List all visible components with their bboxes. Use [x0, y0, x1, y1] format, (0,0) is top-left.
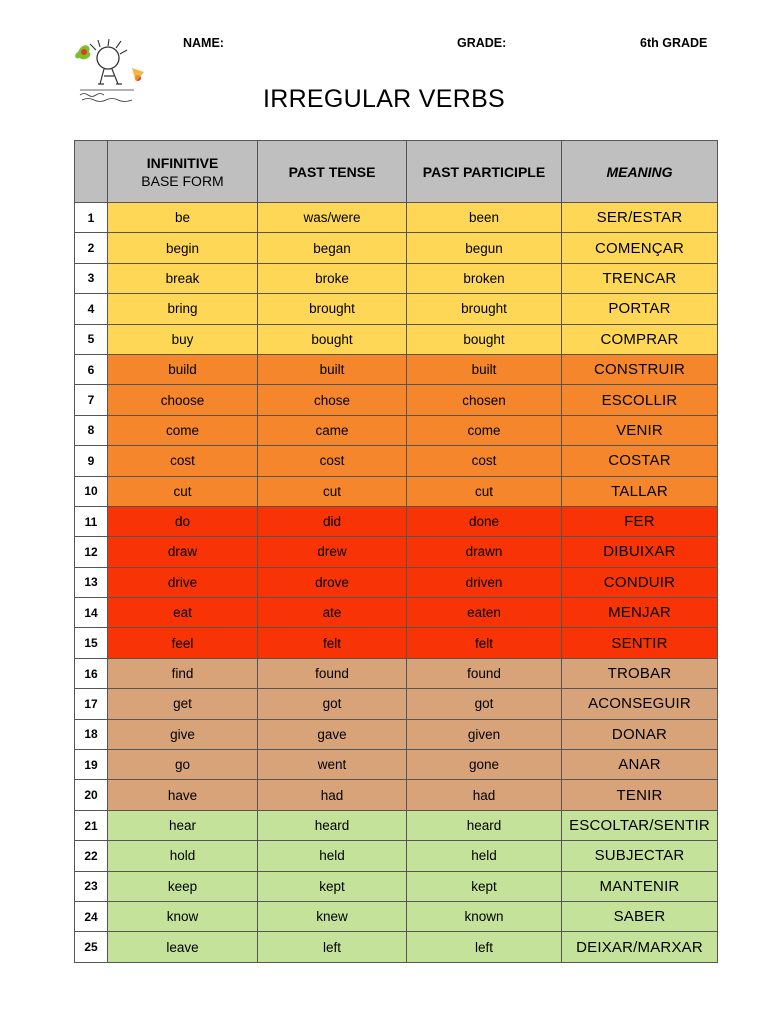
row-number: 14 — [75, 598, 108, 628]
cell-base-form: drive — [108, 567, 258, 597]
cell-past-tense: began — [258, 233, 407, 263]
cell-past-participle: gone — [407, 750, 562, 780]
header-infinitive — [108, 141, 258, 203]
row-number: 10 — [75, 476, 108, 506]
header-meaning: MEANING — [562, 141, 718, 203]
cell-past-participle: held — [407, 841, 562, 871]
cell-past-participle: known — [407, 901, 562, 931]
cell-meaning: MENJAR — [562, 598, 718, 628]
cell-meaning: SER/ESTAR — [562, 203, 718, 233]
cell-base-form: hear — [108, 810, 258, 840]
table-row — [75, 780, 718, 810]
cell-past-tense: did — [258, 506, 407, 536]
cell-past-tense: drew — [258, 537, 407, 567]
cell-meaning: DONAR — [562, 719, 718, 749]
table-row — [75, 689, 718, 719]
cell-base-form: know — [108, 901, 258, 931]
cell-meaning: TALLAR — [562, 476, 718, 506]
row-number: 6 — [75, 354, 108, 384]
row-number: 17 — [75, 689, 108, 719]
table-row — [75, 446, 718, 476]
table-row — [75, 901, 718, 931]
cell-past-participle: heard — [407, 810, 562, 840]
cell-base-form: find — [108, 658, 258, 688]
cell-past-participle: given — [407, 719, 562, 749]
table-row — [75, 354, 718, 384]
cell-base-form: hold — [108, 841, 258, 871]
cell-past-participle: brought — [407, 294, 562, 324]
cell-past-tense: heard — [258, 810, 407, 840]
row-number: 3 — [75, 263, 108, 293]
cell-past-participle: eaten — [407, 598, 562, 628]
cell-past-participle: left — [407, 932, 562, 962]
row-number: 5 — [75, 324, 108, 354]
cell-base-form: begin — [108, 233, 258, 263]
table-row — [75, 871, 718, 901]
cell-meaning: FER — [562, 506, 718, 536]
cell-base-form: break — [108, 263, 258, 293]
grade-label: GRADE: — [457, 36, 507, 50]
header-past-participle: PAST PARTICIPLE — [407, 141, 562, 203]
cell-past-participle: come — [407, 415, 562, 445]
row-number: 9 — [75, 446, 108, 476]
cell-past-participle: broken — [407, 263, 562, 293]
cell-base-form: build — [108, 354, 258, 384]
cell-base-form: leave — [108, 932, 258, 962]
cell-past-tense: built — [258, 354, 407, 384]
cell-base-form: choose — [108, 385, 258, 415]
cell-past-participle: built — [407, 354, 562, 384]
table-row — [75, 567, 718, 597]
row-number: 25 — [75, 932, 108, 962]
cell-past-tense: felt — [258, 628, 407, 658]
cell-base-form: bring — [108, 294, 258, 324]
cell-past-tense: cost — [258, 446, 407, 476]
cell-past-tense: kept — [258, 871, 407, 901]
header-past-tense: PAST TENSE — [258, 141, 407, 203]
cell-base-form: have — [108, 780, 258, 810]
cell-base-form: come — [108, 415, 258, 445]
cell-meaning: TENIR — [562, 780, 718, 810]
cell-meaning: CONSTRUIR — [562, 354, 718, 384]
table-row — [75, 476, 718, 506]
cell-meaning: SABER — [562, 901, 718, 931]
cell-past-tense: held — [258, 841, 407, 871]
cell-past-tense: got — [258, 689, 407, 719]
cell-meaning: PORTAR — [562, 294, 718, 324]
row-number: 16 — [75, 658, 108, 688]
cell-past-participle: felt — [407, 628, 562, 658]
cell-past-tense: chose — [258, 385, 407, 415]
cell-meaning: DEIXAR/MARXAR — [562, 932, 718, 962]
cell-past-participle: drawn — [407, 537, 562, 567]
row-number: 15 — [75, 628, 108, 658]
cell-past-tense: bought — [258, 324, 407, 354]
cell-past-participle: got — [407, 689, 562, 719]
table-row — [75, 537, 718, 567]
name-label: NAME: — [183, 36, 224, 50]
row-number: 13 — [75, 567, 108, 597]
cell-meaning: SUBJECTAR — [562, 841, 718, 871]
cell-past-tense: left — [258, 932, 407, 962]
table-row — [75, 203, 718, 233]
cell-past-participle: been — [407, 203, 562, 233]
row-number: 20 — [75, 780, 108, 810]
cell-meaning: COMENÇAR — [562, 233, 718, 263]
cell-meaning: TRENCAR — [562, 263, 718, 293]
cell-meaning: SENTIR — [562, 628, 718, 658]
cell-base-form: buy — [108, 324, 258, 354]
table-row — [75, 810, 718, 840]
row-number: 4 — [75, 294, 108, 324]
table-row — [75, 932, 718, 962]
table-row — [75, 841, 718, 871]
row-number: 19 — [75, 750, 108, 780]
cell-meaning: ESCOLTAR/SENTIR — [562, 810, 718, 840]
irregular-verbs-table — [74, 140, 718, 963]
cell-past-participle: had — [407, 780, 562, 810]
row-number: 22 — [75, 841, 108, 871]
row-number: 7 — [75, 385, 108, 415]
cell-base-form: feel — [108, 628, 258, 658]
cell-past-tense: was/were — [258, 203, 407, 233]
cell-past-tense: brought — [258, 294, 407, 324]
cell-base-form: eat — [108, 598, 258, 628]
table-row — [75, 324, 718, 354]
header-infinitive-subtitle: BASE FORM — [141, 172, 224, 189]
cell-past-participle: kept — [407, 871, 562, 901]
row-number: 24 — [75, 901, 108, 931]
cell-meaning: COSTAR — [562, 446, 718, 476]
cell-base-form: keep — [108, 871, 258, 901]
cell-meaning: VENIR — [562, 415, 718, 445]
cell-past-participle: done — [407, 506, 562, 536]
table-row — [75, 658, 718, 688]
page-title: IRREGULAR VERBS — [262, 85, 506, 113]
cell-base-form: go — [108, 750, 258, 780]
table-row — [75, 233, 718, 263]
row-number: 21 — [75, 810, 108, 840]
header-number — [75, 141, 108, 203]
table-row — [75, 750, 718, 780]
cell-meaning: CONDUIR — [562, 567, 718, 597]
cell-past-tense: came — [258, 415, 407, 445]
grade-level: 6th GRADE — [640, 36, 708, 50]
cell-past-tense: found — [258, 658, 407, 688]
table-row — [75, 415, 718, 445]
table-row — [75, 598, 718, 628]
row-number: 2 — [75, 233, 108, 263]
cell-past-participle: bought — [407, 324, 562, 354]
row-number: 1 — [75, 203, 108, 233]
cell-base-form: do — [108, 506, 258, 536]
cell-base-form: draw — [108, 537, 258, 567]
table-body — [75, 203, 718, 963]
cell-meaning: ESCOLLIR — [562, 385, 718, 415]
row-number: 11 — [75, 506, 108, 536]
cell-past-tense: went — [258, 750, 407, 780]
cell-base-form: cost — [108, 446, 258, 476]
cell-past-participle: cost — [407, 446, 562, 476]
table-row — [75, 506, 718, 536]
cell-past-tense: gave — [258, 719, 407, 749]
cell-past-tense: drove — [258, 567, 407, 597]
cell-meaning: DIBUIXAR — [562, 537, 718, 567]
cell-past-participle: chosen — [407, 385, 562, 415]
row-number: 23 — [75, 871, 108, 901]
cell-base-form: cut — [108, 476, 258, 506]
cell-meaning: MANTENIR — [562, 871, 718, 901]
cell-past-participle: begun — [407, 233, 562, 263]
header-infinitive-title: INFINITIVE — [146, 154, 219, 171]
table-row — [75, 719, 718, 749]
cell-past-tense: broke — [258, 263, 407, 293]
cell-past-tense: ate — [258, 598, 407, 628]
cell-base-form: be — [108, 203, 258, 233]
cell-meaning: ACONSEGUIR — [562, 689, 718, 719]
cell-past-participle: driven — [407, 567, 562, 597]
row-number: 18 — [75, 719, 108, 749]
cell-base-form: get — [108, 689, 258, 719]
cell-past-participle: found — [407, 658, 562, 688]
row-number: 12 — [75, 537, 108, 567]
table-header-row — [75, 141, 718, 203]
cell-meaning: ANAR — [562, 750, 718, 780]
cell-past-tense: knew — [258, 901, 407, 931]
cell-past-participle: cut — [407, 476, 562, 506]
table-row — [75, 385, 718, 415]
table-row — [75, 628, 718, 658]
row-number: 8 — [75, 415, 108, 445]
cell-meaning: COMPRAR — [562, 324, 718, 354]
cell-past-tense: cut — [258, 476, 407, 506]
cell-base-form: give — [108, 719, 258, 749]
table-row — [75, 294, 718, 324]
cell-meaning: TROBAR — [562, 658, 718, 688]
cell-past-tense: had — [258, 780, 407, 810]
table-row — [75, 263, 718, 293]
